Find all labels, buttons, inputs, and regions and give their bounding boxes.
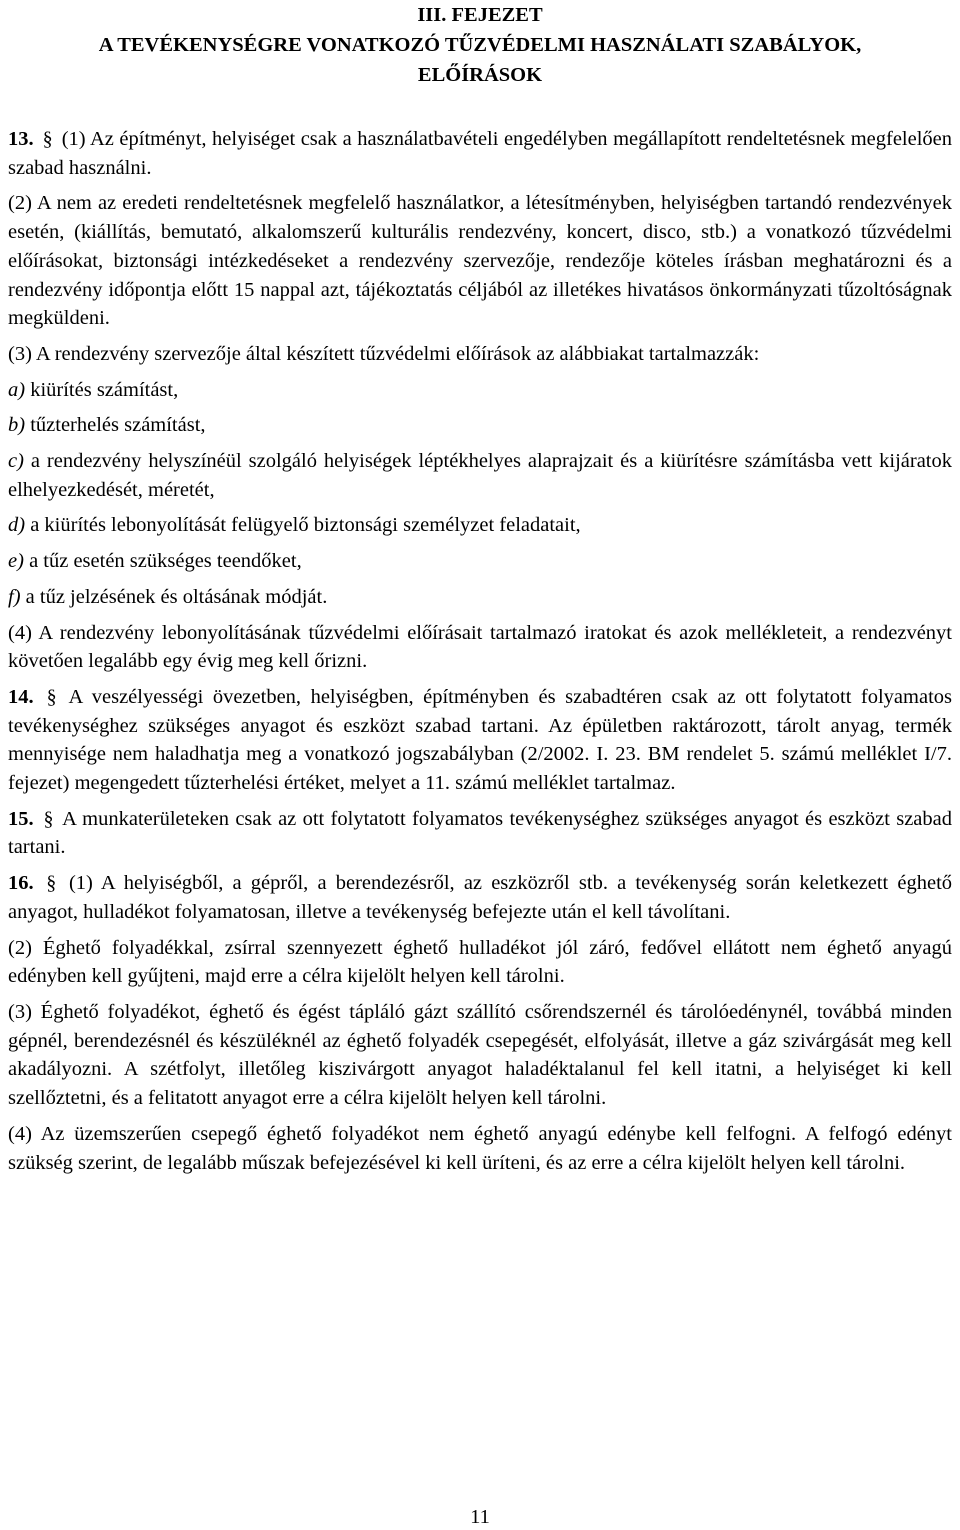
list-letter: f) (8, 585, 21, 608)
list-item-e: e) a tűz esetén szükséges teendőket, (8, 550, 302, 573)
list-item-a: a) kiürítés számítást, (8, 378, 179, 401)
section-15-para (8, 805, 952, 862)
section-16-number: 16. (8, 872, 34, 895)
section-13-number: 13. (8, 128, 34, 150)
section-sign-icon: § (43, 807, 54, 830)
list-item-d: d) a kiürítés lebonyolítását felügyelő biztonsági személyzet feladatait, (8, 514, 581, 537)
section-sign-icon: § (46, 685, 57, 708)
list-letter: a) (8, 378, 26, 401)
list-letter: d) (8, 514, 26, 537)
section-16-para-3: (3) Éghető folyadékot, éghető és égést tápláló gázt szállító csőrendszernél és tárolóedénynél, továbbá minden gépnél, berendezésnél és készüléknél az éghető folyadék csepegését, elfolyását, illetve a gáz szivárgását meg kell akadályozni. A szétfolyt, illetőleg kiszivárgott anyagot haladéktalanul fel kell itatni, a helyiséget ki kell szellőztetni, és a felitatott anyagot erre a célra kijelölt helyen kell tárolni. (8, 1000, 952, 1110)
section-14-number: 14. (8, 685, 34, 708)
list-item-c: c) a rendezvény helyszínéül szolgáló helyiségek léptékhelyes alaprajzait és a kiürítésre számításba vett kijáratok elhelyezkedését, méretét, (8, 450, 952, 501)
section-13-para-1 (8, 125, 952, 182)
chapter-title-line1: A TEVÉKENYSÉGRE VONATKOZÓ TŰZVÉDELMI HASZNÁLATI SZABÁLYOK, (98, 34, 862, 56)
section-sign-icon: § (46, 872, 57, 895)
section-16-para-2: (2) Éghető folyadékkal, zsírral szennyezett éghető hulladékot jól záró, fedővel ellátott nem éghető anyagú edényben kell gyűjteni, majd erre a célra kijelölt helyen kell tárolni. (8, 936, 952, 988)
chapter-title-line2: ELŐÍRÁSOK (417, 64, 543, 86)
list-letter: b) (8, 414, 26, 437)
section-16-para-1 (8, 869, 952, 926)
section-14-para (8, 683, 952, 798)
section-13-text-1: (1) Az építményt, helyiséget csak a használatbavételi engedélyben megállapított rendeltetésnek megfelelően szabad használni. (8, 128, 953, 179)
section-13-para-4: (4) A rendezvény lebonyolításának tűzvédelmi előírásait tartalmazó iratokat és azok mellékleteit, a rendezvényt követően legalább egy évig meg kell őrizni. (8, 621, 952, 673)
chapter-title (8, 30, 952, 90)
section-15-text: A munkaterületeken csak az ott folytatott folyamatos tevékenységhez szükséges anyagot és eszközt szabad tartani. (8, 807, 953, 859)
list-letter: e) (8, 550, 24, 573)
chapter-heading: III. FEJEZET (417, 4, 543, 26)
section-16-para-4: (4) Az üzemszerűen csepegő éghető folyadékot nem éghető anyagú edénybe kell felfogni. A felfogó edényt szükség szerint, de legalább műszak befejezésével ki kell üríteni, és az erre a célra kijelölt helyen kell tárolni. (8, 1122, 952, 1174)
section-sign-icon: § (42, 128, 53, 150)
page-number: 11 (470, 1506, 490, 1528)
list-item-f: f) a tűz jelzésének és oltásának módját. (8, 585, 328, 608)
section-15-number: 15. (8, 807, 34, 830)
section-16-text-1: (1) A helyiségből, a gépről, a berendezésről, az eszközről stb. a tevékenység során keletkezett éghető anyagot, hulladékot folyamatosan, illetve a tevékenység befejezte után el kell távolítani. (8, 872, 953, 923)
section-14-text: A veszélyességi övezetben, helyiségben, építményben és szabadtéren csak az ott folytatott folyamatos tevékenységhez szükséges anyagot és eszközt szabad tartani. Az épületben raktározott, tárolt anyag, termék mennyisége nem haladhatja meg a vonatkozó jogszabályban (2/2002. I. 23. BM rendelet 5. számú melléklet I/7. fejezet) megengedett tűzterhelési értéket, melyet a 11. számú melléklet tartalmaz. (8, 685, 952, 795)
list-letter: c) (8, 450, 24, 473)
list-item-b: b) tűzterhelés számítást, (8, 414, 206, 437)
section-13-para-3: (3) A rendezvény szervezője által készített tűzvédelmi előírások az alábbiakat tartalmazzák: (8, 342, 760, 365)
section-13-para-2: (2) A nem az eredeti rendeltetésnek megfelelő használatkor, a létesítményben, helyiségben tartandó rendezvények esetén, (kiállítás, bemutató, alkalomszerű kulturális rendezvény, koncert, disco, stb.) a vonatkozó tűzvédelmi előírásokat, biztonsági intézkedéseket a rendezvény szervezője, rendezője köteles írásban meghatározni és a rendezvény időpontja előtt 15 nappal azt, tájékoztatás céljából az illetékes hivatásos önkormányzati tűzoltóságnak megküldeni. (8, 192, 952, 330)
